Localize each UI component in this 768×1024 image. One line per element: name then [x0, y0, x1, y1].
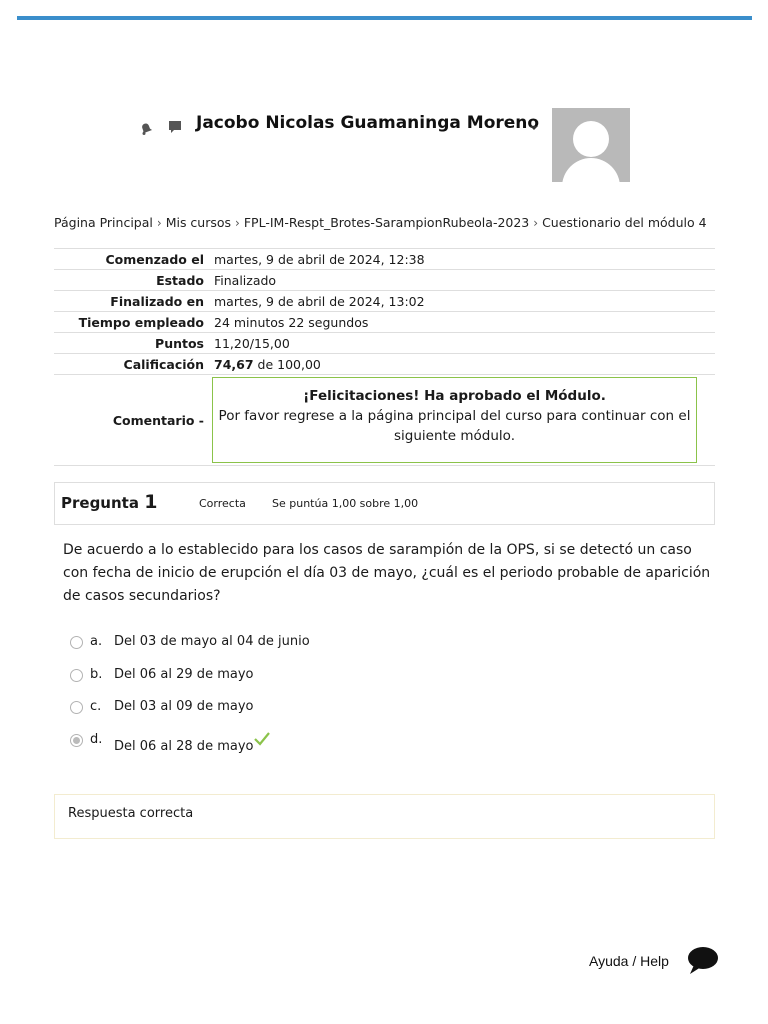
summary-label: Puntos [54, 333, 210, 354]
comment-cell [210, 375, 715, 466]
feedback-title: ¡Felicitaciones! Ha aprobado el Módulo. [303, 388, 606, 404]
answer-text: Del 03 al 09 de mayo [114, 699, 254, 714]
top-accent-bar [17, 16, 752, 20]
question-number: 1 [144, 491, 158, 513]
answer-text: Del 06 al 29 de mayo [114, 666, 254, 682]
feedback-body: Por favor regrese a la página principal del curso para continuar con el siguiente módulo. [218, 408, 691, 444]
outcome-text: Respuesta correcta [68, 806, 194, 821]
answer-radio[interactable] [70, 734, 83, 747]
answer-text-value: Del 06 al 28 de mayo [114, 738, 254, 754]
user-name[interactable]: Jacobo Nicolas Guamaninga Moreno [196, 113, 540, 133]
summary-label: Comenzado el [54, 249, 210, 270]
grade-suffix: de 100,00 [257, 356, 321, 372]
summary-row [54, 270, 715, 291]
breadcrumb-my-courses[interactable]: Mis cursos [165, 215, 232, 230]
feedback-outcome [54, 794, 715, 839]
answer-letter: b. [90, 666, 103, 682]
summary-label: Estado [54, 270, 210, 291]
summary-row-comment [54, 375, 715, 466]
answer-text: Del 03 de mayo al 04 de junio [114, 634, 310, 649]
chat-icon[interactable] [167, 119, 183, 135]
breadcrumb [54, 215, 707, 230]
summary-row [54, 291, 715, 312]
summary-row [54, 249, 715, 270]
summary-row [54, 333, 715, 354]
feedback-box [212, 377, 697, 463]
grade-value: 74,67 [214, 356, 254, 372]
summary-value: martes, 9 de abril de 2024, 12:38 [210, 249, 715, 270]
avatar[interactable] [552, 108, 630, 182]
summary-value: 11,20/15,00 [210, 333, 715, 354]
question-title [61, 491, 157, 513]
answer-letter: c. [90, 699, 102, 714]
user-menu-header [138, 108, 638, 182]
summary-label: Finalizado en [54, 291, 210, 312]
check-icon [253, 730, 271, 748]
summary-value: martes, 9 de abril de 2024, 13:02 [210, 291, 715, 312]
chevron-right-icon: › [156, 216, 162, 230]
chevron-down-icon[interactable] [530, 126, 538, 130]
question-info-box [54, 482, 715, 525]
question-state: Correcta [199, 497, 246, 510]
answer-letter: d. [90, 731, 103, 747]
answer-letter: a. [90, 634, 103, 649]
chat-bubble-icon[interactable] [687, 945, 719, 975]
bell-icon[interactable] [138, 120, 154, 136]
chevron-right-icon: › [235, 216, 240, 230]
answer-text [114, 732, 271, 754]
summary-value: Finalizado [210, 270, 715, 291]
breadcrumb-quiz[interactable]: Cuestionario del módulo 4 [542, 215, 707, 230]
summary-value: 24 minutos 22 segundos [210, 312, 715, 333]
breadcrumb-course[interactable]: FPL-IM-Respt_Brotes-SarampionRubeola-2023 [243, 215, 530, 230]
grade-value-cell [210, 354, 715, 375]
grade-label: Calificación [54, 354, 210, 375]
question-grade: Se puntúa 1,00 sobre 1,00 [272, 497, 419, 510]
answer-radio[interactable] [70, 669, 83, 682]
summary-row [54, 354, 715, 375]
breadcrumb-home[interactable]: Página Principal [54, 215, 153, 230]
comment-label: Comentario - [54, 375, 210, 466]
summary-row [54, 312, 715, 333]
answer-radio[interactable] [70, 636, 83, 649]
answer-radio[interactable] [70, 701, 83, 714]
quiz-summary-table [54, 248, 715, 466]
help-link[interactable]: Ayuda / Help [589, 953, 669, 969]
question-label: Pregunta [61, 494, 139, 512]
chevron-right-icon: › [533, 216, 539, 230]
question-text: De acuerdo a lo establecido para los casos de sarampión de la OPS, si se detectó un caso con fecha de inicio de erupción el día 03 de mayo, ¿cuál es el periodo probable de aparición de casos secundarios? [63, 542, 711, 604]
summary-label: Tiempo empleado [54, 312, 210, 333]
